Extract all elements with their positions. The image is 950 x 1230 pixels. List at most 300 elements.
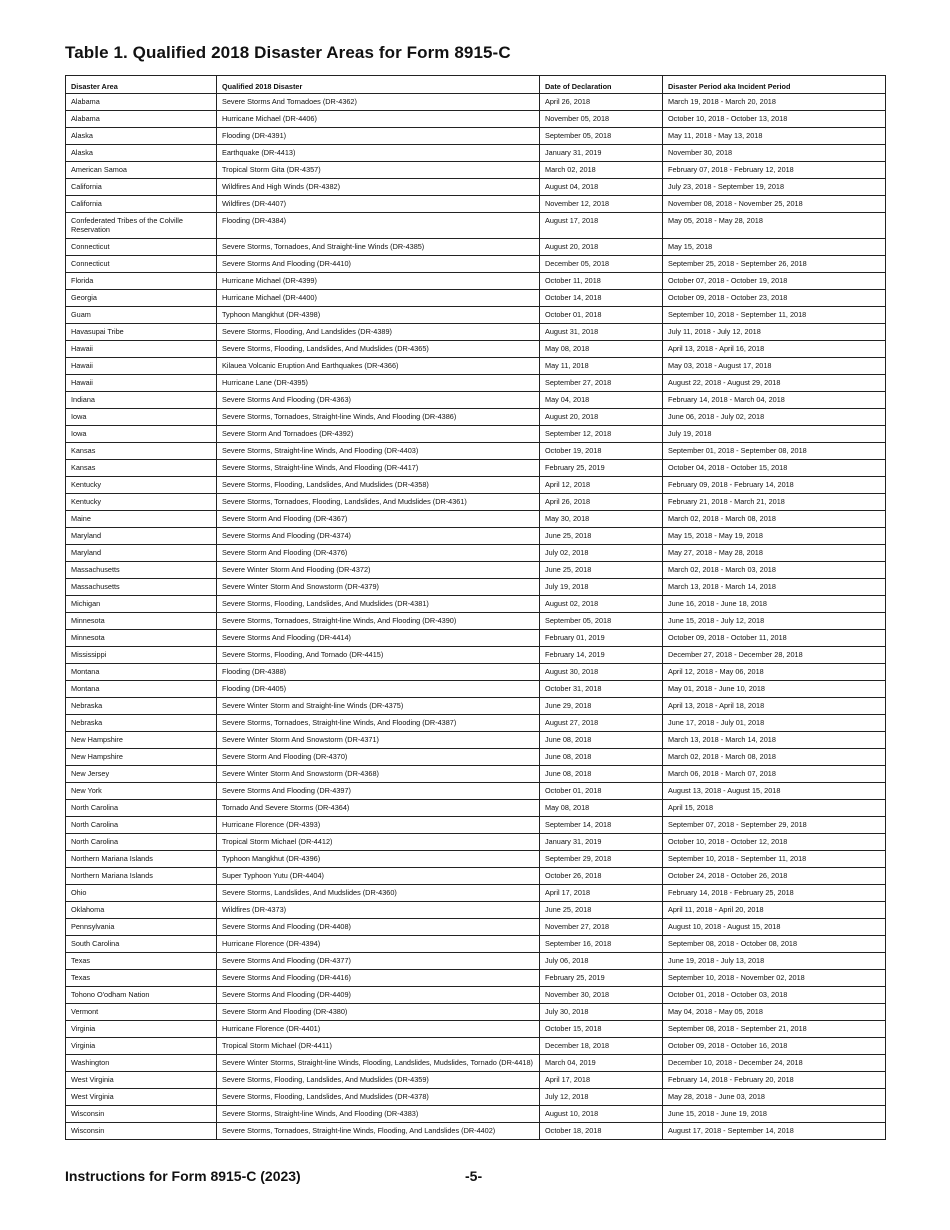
table-row (66, 273, 886, 290)
disaster-areas-table (65, 75, 886, 1140)
table-row (66, 647, 886, 664)
cell-qualified-disaster: Severe Storms, Tornadoes, Flooding, Landslides, And Mudslides (DR-4361) (217, 494, 540, 511)
cell-date-of-declaration: November 05, 2018 (540, 111, 663, 128)
cell-date-of-declaration: February 25, 2019 (540, 970, 663, 987)
cell-qualified-disaster: Severe Storms, Flooding, Landslides, And Mudslides (DR-4381) (217, 596, 540, 613)
cell-disaster-period: October 09, 2018 - October 16, 2018 (663, 1038, 886, 1055)
table-row (66, 562, 886, 579)
cell-date-of-declaration: December 05, 2018 (540, 256, 663, 273)
cell-disaster-period: March 13, 2018 - March 14, 2018 (663, 579, 886, 596)
cell-disaster-area: Washington (66, 1055, 217, 1072)
table-row (66, 1055, 886, 1072)
table-row (66, 460, 886, 477)
column-header-date-of-declaration: Date of Declaration (540, 76, 663, 94)
cell-disaster-area: Alaska (66, 145, 217, 162)
cell-disaster-area: New York (66, 783, 217, 800)
cell-qualified-disaster: Tropical Storm Michael (DR-4412) (217, 834, 540, 851)
cell-qualified-disaster: Flooding (DR-4405) (217, 681, 540, 698)
table-row (66, 902, 886, 919)
cell-disaster-period: June 15, 2018 - July 12, 2018 (663, 613, 886, 630)
cell-date-of-declaration: May 08, 2018 (540, 341, 663, 358)
table-row (66, 1106, 886, 1123)
cell-date-of-declaration: February 01, 2019 (540, 630, 663, 647)
cell-disaster-period: October 01, 2018 - October 03, 2018 (663, 987, 886, 1004)
cell-disaster-area: Havasupai Tribe (66, 324, 217, 341)
cell-qualified-disaster: Wildfires (DR-4407) (217, 196, 540, 213)
cell-disaster-period: September 10, 2018 - September 11, 2018 (663, 851, 886, 868)
table-row (66, 749, 886, 766)
cell-disaster-area: Hawaii (66, 375, 217, 392)
cell-qualified-disaster: Severe Storms, Tornadoes, Straight-line Winds, And Flooding (DR-4386) (217, 409, 540, 426)
table-row (66, 1123, 886, 1140)
table-row (66, 213, 886, 239)
cell-date-of-declaration: November 27, 2018 (540, 919, 663, 936)
cell-qualified-disaster: Severe Winter Storm And Snowstorm (DR-4371) (217, 732, 540, 749)
cell-qualified-disaster: Severe Storms, Flooding, And Landslides (DR-4389) (217, 324, 540, 341)
cell-date-of-declaration: August 20, 2018 (540, 409, 663, 426)
cell-qualified-disaster: Earthquake (DR-4413) (217, 145, 540, 162)
cell-qualified-disaster: Severe Storms And Flooding (DR-4397) (217, 783, 540, 800)
cell-qualified-disaster: Severe Winter Storm And Snowstorm (DR-4368) (217, 766, 540, 783)
cell-disaster-period: September 01, 2018 - September 08, 2018 (663, 443, 886, 460)
cell-disaster-period: July 23, 2018 - September 19, 2018 (663, 179, 886, 196)
cell-disaster-period: May 04, 2018 - May 05, 2018 (663, 1004, 886, 1021)
cell-disaster-area: Massachusetts (66, 579, 217, 596)
cell-disaster-area: Kentucky (66, 494, 217, 511)
cell-qualified-disaster: Severe Storms And Flooding (DR-4363) (217, 392, 540, 409)
cell-date-of-declaration: October 01, 2018 (540, 783, 663, 800)
cell-disaster-period: July 19, 2018 (663, 426, 886, 443)
cell-qualified-disaster: Severe Storms And Flooding (DR-4408) (217, 919, 540, 936)
cell-qualified-disaster: Hurricane Michael (DR-4399) (217, 273, 540, 290)
cell-disaster-area: Confederated Tribes of the Colville Reservation (66, 213, 217, 239)
cell-disaster-period: May 11, 2018 - May 13, 2018 (663, 128, 886, 145)
cell-date-of-declaration: September 14, 2018 (540, 817, 663, 834)
cell-disaster-period: March 02, 2018 - March 08, 2018 (663, 749, 886, 766)
cell-date-of-declaration: February 14, 2019 (540, 647, 663, 664)
cell-disaster-period: April 13, 2018 - April 16, 2018 (663, 341, 886, 358)
cell-qualified-disaster: Hurricane Florence (DR-4394) (217, 936, 540, 953)
table-row (66, 783, 886, 800)
cell-disaster-period: October 24, 2018 - October 26, 2018 (663, 868, 886, 885)
cell-disaster-period: June 15, 2018 - June 19, 2018 (663, 1106, 886, 1123)
cell-disaster-period: February 14, 2018 - February 20, 2018 (663, 1072, 886, 1089)
cell-disaster-area: Nebraska (66, 715, 217, 732)
cell-qualified-disaster: Severe Storms And Flooding (DR-4374) (217, 528, 540, 545)
cell-disaster-area: Virginia (66, 1038, 217, 1055)
cell-date-of-declaration: June 08, 2018 (540, 732, 663, 749)
cell-date-of-declaration: August 31, 2018 (540, 324, 663, 341)
cell-disaster-period: May 03, 2018 - August 17, 2018 (663, 358, 886, 375)
cell-disaster-period: December 27, 2018 - December 28, 2018 (663, 647, 886, 664)
cell-date-of-declaration: September 05, 2018 (540, 613, 663, 630)
cell-disaster-area: Pennsylvania (66, 919, 217, 936)
cell-qualified-disaster: Flooding (DR-4384) (217, 213, 540, 239)
cell-disaster-period: May 28, 2018 - June 03, 2018 (663, 1089, 886, 1106)
cell-date-of-declaration: June 08, 2018 (540, 766, 663, 783)
cell-qualified-disaster: Severe Storms And Flooding (DR-4416) (217, 970, 540, 987)
cell-disaster-area: North Carolina (66, 834, 217, 851)
cell-date-of-declaration: September 16, 2018 (540, 936, 663, 953)
cell-date-of-declaration: March 02, 2018 (540, 162, 663, 179)
cell-disaster-period: August 17, 2018 - September 14, 2018 (663, 1123, 886, 1140)
cell-disaster-area: Virginia (66, 1021, 217, 1038)
table-row (66, 953, 886, 970)
cell-disaster-period: March 02, 2018 - March 03, 2018 (663, 562, 886, 579)
table-row (66, 936, 886, 953)
cell-disaster-area: Nebraska (66, 698, 217, 715)
cell-disaster-period: October 07, 2018 - October 19, 2018 (663, 273, 886, 290)
cell-disaster-period: May 05, 2018 - May 28, 2018 (663, 213, 886, 239)
cell-date-of-declaration: May 08, 2018 (540, 800, 663, 817)
table-row (66, 851, 886, 868)
cell-disaster-period: March 19, 2018 - March 20, 2018 (663, 94, 886, 111)
cell-disaster-period: April 12, 2018 - May 06, 2018 (663, 664, 886, 681)
cell-disaster-period: August 13, 2018 - August 15, 2018 (663, 783, 886, 800)
cell-qualified-disaster: Flooding (DR-4391) (217, 128, 540, 145)
column-header-disaster-area: Disaster Area (66, 76, 217, 94)
cell-date-of-declaration: August 17, 2018 (540, 213, 663, 239)
cell-disaster-period: February 21, 2018 - March 21, 2018 (663, 494, 886, 511)
table-row (66, 732, 886, 749)
cell-qualified-disaster: Flooding (DR-4388) (217, 664, 540, 681)
table-row (66, 528, 886, 545)
cell-disaster-area: Alabama (66, 111, 217, 128)
table-row (66, 239, 886, 256)
cell-disaster-area: Hawaii (66, 358, 217, 375)
table-title: Table 1. Qualified 2018 Disaster Areas for Form 8915-C (65, 43, 511, 62)
cell-date-of-declaration: October 11, 2018 (540, 273, 663, 290)
cell-qualified-disaster: Severe Storms, Flooding, And Tornado (DR-4415) (217, 647, 540, 664)
cell-disaster-area: Maryland (66, 528, 217, 545)
cell-qualified-disaster: Tornado And Severe Storms (DR-4364) (217, 800, 540, 817)
cell-disaster-period: June 17, 2018 - July 01, 2018 (663, 715, 886, 732)
cell-disaster-period: April 11, 2018 - April 20, 2018 (663, 902, 886, 919)
table-row (66, 681, 886, 698)
cell-disaster-area: Wisconsin (66, 1123, 217, 1140)
cell-qualified-disaster: Severe Storms And Flooding (DR-4377) (217, 953, 540, 970)
cell-disaster-period: February 09, 2018 - February 14, 2018 (663, 477, 886, 494)
cell-date-of-declaration: May 30, 2018 (540, 511, 663, 528)
cell-disaster-period: September 25, 2018 - September 26, 2018 (663, 256, 886, 273)
cell-date-of-declaration: April 26, 2018 (540, 94, 663, 111)
cell-date-of-declaration: July 30, 2018 (540, 1004, 663, 1021)
cell-date-of-declaration: July 06, 2018 (540, 953, 663, 970)
table-row (66, 596, 886, 613)
cell-disaster-area: Connecticut (66, 239, 217, 256)
cell-date-of-declaration: August 04, 2018 (540, 179, 663, 196)
cell-qualified-disaster: Severe Winter Storm And Flooding (DR-4372) (217, 562, 540, 579)
cell-disaster-area: Wisconsin (66, 1106, 217, 1123)
cell-qualified-disaster: Severe Winter Storm And Snowstorm (DR-4379) (217, 579, 540, 596)
cell-disaster-area: Minnesota (66, 613, 217, 630)
footer-form-name: Instructions for Form 8915-C (2023) (65, 1168, 301, 1184)
cell-qualified-disaster: Severe Storms, Landslides, And Mudslides (DR-4360) (217, 885, 540, 902)
cell-disaster-area: Hawaii (66, 341, 217, 358)
table-row (66, 1089, 886, 1106)
table-row (66, 409, 886, 426)
table-row (66, 868, 886, 885)
cell-date-of-declaration: August 20, 2018 (540, 239, 663, 256)
cell-disaster-period: September 07, 2018 - September 29, 2018 (663, 817, 886, 834)
cell-disaster-period: October 09, 2018 - October 11, 2018 (663, 630, 886, 647)
table-row (66, 664, 886, 681)
cell-date-of-declaration: June 25, 2018 (540, 902, 663, 919)
cell-disaster-area: New Hampshire (66, 732, 217, 749)
cell-qualified-disaster: Severe Storms, Flooding, Landslides, And Mudslides (DR-4359) (217, 1072, 540, 1089)
cell-disaster-area: Alabama (66, 94, 217, 111)
cell-disaster-area: Indiana (66, 392, 217, 409)
cell-qualified-disaster: Severe Storm And Flooding (DR-4367) (217, 511, 540, 528)
cell-date-of-declaration: October 01, 2018 (540, 307, 663, 324)
cell-date-of-declaration: April 17, 2018 (540, 885, 663, 902)
cell-disaster-area: Kansas (66, 460, 217, 477)
table-row (66, 698, 886, 715)
cell-date-of-declaration: October 31, 2018 (540, 681, 663, 698)
cell-disaster-area: Northern Mariana Islands (66, 851, 217, 868)
cell-date-of-declaration: January 31, 2019 (540, 834, 663, 851)
cell-disaster-area: Michigan (66, 596, 217, 613)
table-row (66, 919, 886, 936)
table-row (66, 494, 886, 511)
cell-disaster-period: February 14, 2018 - March 04, 2018 (663, 392, 886, 409)
cell-qualified-disaster: Hurricane Florence (DR-4393) (217, 817, 540, 834)
cell-disaster-period: May 27, 2018 - May 28, 2018 (663, 545, 886, 562)
table-row (66, 111, 886, 128)
table-row (66, 715, 886, 732)
cell-disaster-period: November 08, 2018 - November 25, 2018 (663, 196, 886, 213)
cell-disaster-area: Kansas (66, 443, 217, 460)
cell-qualified-disaster: Typhoon Mangkhut (DR-4398) (217, 307, 540, 324)
table-row (66, 145, 886, 162)
table-row (66, 392, 886, 409)
cell-date-of-declaration: November 12, 2018 (540, 196, 663, 213)
cell-disaster-area: New Jersey (66, 766, 217, 783)
table-row (66, 613, 886, 630)
table-row (66, 162, 886, 179)
cell-disaster-period: October 09, 2018 - October 23, 2018 (663, 290, 886, 307)
cell-qualified-disaster: Severe Storms, Tornadoes, Straight-line Winds, And Flooding (DR-4390) (217, 613, 540, 630)
cell-disaster-period: October 10, 2018 - October 12, 2018 (663, 834, 886, 851)
cell-disaster-area: West Virginia (66, 1089, 217, 1106)
cell-qualified-disaster: Severe Storms And Flooding (DR-4414) (217, 630, 540, 647)
cell-qualified-disaster: Hurricane Michael (DR-4406) (217, 111, 540, 128)
cell-date-of-declaration: June 29, 2018 (540, 698, 663, 715)
table-row (66, 375, 886, 392)
cell-disaster-period: August 10, 2018 - August 15, 2018 (663, 919, 886, 936)
table-row (66, 290, 886, 307)
cell-disaster-area: Montana (66, 681, 217, 698)
cell-date-of-declaration: May 04, 2018 (540, 392, 663, 409)
table-row (66, 426, 886, 443)
cell-date-of-declaration: January 31, 2019 (540, 145, 663, 162)
cell-disaster-area: Maine (66, 511, 217, 528)
cell-qualified-disaster: Hurricane Florence (DR-4401) (217, 1021, 540, 1038)
table-row (66, 358, 886, 375)
cell-qualified-disaster: Severe Storms, Flooding, Landslides, And Mudslides (DR-4365) (217, 341, 540, 358)
table-row (66, 511, 886, 528)
cell-date-of-declaration: April 12, 2018 (540, 477, 663, 494)
cell-date-of-declaration: September 12, 2018 (540, 426, 663, 443)
table-row (66, 800, 886, 817)
cell-disaster-period: October 10, 2018 - October 13, 2018 (663, 111, 886, 128)
cell-qualified-disaster: Severe Winter Storm and Straight-line Winds (DR-4375) (217, 698, 540, 715)
cell-disaster-period: September 10, 2018 - November 02, 2018 (663, 970, 886, 987)
cell-disaster-period: March 06, 2018 - March 07, 2018 (663, 766, 886, 783)
table-row (66, 324, 886, 341)
table-row (66, 1004, 886, 1021)
cell-qualified-disaster: Severe Storm And Flooding (DR-4376) (217, 545, 540, 562)
cell-disaster-period: November 30, 2018 (663, 145, 886, 162)
cell-disaster-area: Vermont (66, 1004, 217, 1021)
cell-qualified-disaster: Severe Storms And Tornadoes (DR-4362) (217, 94, 540, 111)
cell-disaster-area: New Hampshire (66, 749, 217, 766)
cell-date-of-declaration: July 19, 2018 (540, 579, 663, 596)
cell-disaster-area: North Carolina (66, 817, 217, 834)
cell-date-of-declaration: March 04, 2019 (540, 1055, 663, 1072)
table-row (66, 179, 886, 196)
cell-disaster-area: Kentucky (66, 477, 217, 494)
table-row (66, 341, 886, 358)
table-row (66, 256, 886, 273)
cell-date-of-declaration: October 26, 2018 (540, 868, 663, 885)
table-row (66, 196, 886, 213)
cell-disaster-area: North Carolina (66, 800, 217, 817)
table-row (66, 1038, 886, 1055)
cell-qualified-disaster: Tropical Storm Gita (DR-4357) (217, 162, 540, 179)
cell-disaster-period: June 06, 2018 - July 02, 2018 (663, 409, 886, 426)
cell-date-of-declaration: June 25, 2018 (540, 528, 663, 545)
cell-disaster-area: Mississippi (66, 647, 217, 664)
table-row (66, 834, 886, 851)
cell-disaster-area: West Virginia (66, 1072, 217, 1089)
table-row (66, 1021, 886, 1038)
cell-disaster-area: Ohio (66, 885, 217, 902)
cell-qualified-disaster: Wildfires (DR-4373) (217, 902, 540, 919)
cell-date-of-declaration: July 12, 2018 (540, 1089, 663, 1106)
cell-qualified-disaster: Severe Storm And Flooding (DR-4370) (217, 749, 540, 766)
cell-disaster-area: Florida (66, 273, 217, 290)
table-row (66, 477, 886, 494)
table-body (66, 94, 886, 1140)
cell-disaster-period: April 15, 2018 (663, 800, 886, 817)
cell-qualified-disaster: Severe Storms, Straight-line Winds, And Flooding (DR-4383) (217, 1106, 540, 1123)
cell-date-of-declaration: June 25, 2018 (540, 562, 663, 579)
cell-qualified-disaster: Severe Storms, Flooding, Landslides, And Mudslides (DR-4358) (217, 477, 540, 494)
cell-date-of-declaration: October 18, 2018 (540, 1123, 663, 1140)
cell-disaster-period: April 13, 2018 - April 18, 2018 (663, 698, 886, 715)
cell-disaster-period: October 04, 2018 - October 15, 2018 (663, 460, 886, 477)
cell-disaster-area: Massachusetts (66, 562, 217, 579)
cell-date-of-declaration: September 27, 2018 (540, 375, 663, 392)
cell-date-of-declaration: August 10, 2018 (540, 1106, 663, 1123)
cell-disaster-period: February 07, 2018 - February 12, 2018 (663, 162, 886, 179)
cell-qualified-disaster: Severe Storm And Tornadoes (DR-4392) (217, 426, 540, 443)
cell-qualified-disaster: Severe Storms, Tornadoes, Straight-line Winds, And Flooding (DR-4387) (217, 715, 540, 732)
table-row (66, 545, 886, 562)
cell-date-of-declaration: October 15, 2018 (540, 1021, 663, 1038)
cell-date-of-declaration: September 05, 2018 (540, 128, 663, 145)
cell-date-of-declaration: June 08, 2018 (540, 749, 663, 766)
table-row (66, 817, 886, 834)
cell-date-of-declaration: November 30, 2018 (540, 987, 663, 1004)
cell-qualified-disaster: Wildfires And High Winds (DR-4382) (217, 179, 540, 196)
page-number: -5- (465, 1168, 483, 1184)
cell-qualified-disaster: Severe Storms, Straight-line Winds, And Flooding (DR-4417) (217, 460, 540, 477)
cell-qualified-disaster: Severe Storms And Flooding (DR-4409) (217, 987, 540, 1004)
table-row (66, 443, 886, 460)
cell-disaster-area: California (66, 196, 217, 213)
cell-disaster-area: Tohono O'odham Nation (66, 987, 217, 1004)
cell-disaster-period: May 15, 2018 (663, 239, 886, 256)
cell-qualified-disaster: Kilauea Volcanic Eruption And Earthquakes (DR-4366) (217, 358, 540, 375)
cell-disaster-area: Maryland (66, 545, 217, 562)
cell-disaster-area: American Samoa (66, 162, 217, 179)
cell-qualified-disaster: Severe Storms, Flooding, Landslides, And Mudslides (DR-4378) (217, 1089, 540, 1106)
cell-disaster-area: Iowa (66, 409, 217, 426)
table-row (66, 579, 886, 596)
cell-disaster-area: Northern Mariana Islands (66, 868, 217, 885)
cell-qualified-disaster: Severe Storm And Flooding (DR-4380) (217, 1004, 540, 1021)
cell-disaster-period: June 19, 2018 - July 13, 2018 (663, 953, 886, 970)
cell-qualified-disaster: Super Typhoon Yutu (DR-4404) (217, 868, 540, 885)
cell-disaster-period: March 02, 2018 - March 08, 2018 (663, 511, 886, 528)
cell-qualified-disaster: Severe Storms, Straight-line Winds, And Flooding (DR-4403) (217, 443, 540, 460)
cell-disaster-area: Texas (66, 953, 217, 970)
cell-date-of-declaration: August 27, 2018 (540, 715, 663, 732)
cell-qualified-disaster: Severe Storms And Flooding (DR-4410) (217, 256, 540, 273)
cell-disaster-period: February 14, 2018 - February 25, 2018 (663, 885, 886, 902)
table-row (66, 766, 886, 783)
cell-disaster-area: Montana (66, 664, 217, 681)
table-row (66, 987, 886, 1004)
cell-disaster-area: California (66, 179, 217, 196)
cell-disaster-area: Alaska (66, 128, 217, 145)
cell-disaster-period: May 01, 2018 - June 10, 2018 (663, 681, 886, 698)
cell-date-of-declaration: October 19, 2018 (540, 443, 663, 460)
cell-disaster-area: Georgia (66, 290, 217, 307)
cell-qualified-disaster: Severe Winter Storms, Straight-line Winds, Flooding, Landslides, Mudslides, Tornado (DR-4418) (217, 1055, 540, 1072)
table-row (66, 1072, 886, 1089)
table-row (66, 885, 886, 902)
cell-date-of-declaration: August 02, 2018 (540, 596, 663, 613)
cell-date-of-declaration: February 25, 2019 (540, 460, 663, 477)
cell-date-of-declaration: May 11, 2018 (540, 358, 663, 375)
cell-date-of-declaration: September 29, 2018 (540, 851, 663, 868)
cell-qualified-disaster: Hurricane Lane (DR-4395) (217, 375, 540, 392)
cell-disaster-area: Iowa (66, 426, 217, 443)
table-row (66, 630, 886, 647)
cell-disaster-area: Minnesota (66, 630, 217, 647)
cell-date-of-declaration: August 30, 2018 (540, 664, 663, 681)
cell-disaster-period: September 08, 2018 - September 21, 2018 (663, 1021, 886, 1038)
cell-date-of-declaration: July 02, 2018 (540, 545, 663, 562)
column-header-disaster-period: Disaster Period aka Incident Period (663, 76, 886, 94)
cell-disaster-period: March 13, 2018 - March 14, 2018 (663, 732, 886, 749)
table-header-row (66, 76, 886, 94)
cell-disaster-area: Texas (66, 970, 217, 987)
cell-qualified-disaster: Severe Storms, Tornadoes, Straight-line Winds, Flooding, And Landslides (DR-4402) (217, 1123, 540, 1140)
cell-disaster-period: May 15, 2018 - May 19, 2018 (663, 528, 886, 545)
cell-disaster-period: December 10, 2018 - December 24, 2018 (663, 1055, 886, 1072)
cell-disaster-period: September 10, 2018 - September 11, 2018 (663, 307, 886, 324)
table-row (66, 307, 886, 324)
cell-disaster-area: Oklahoma (66, 902, 217, 919)
cell-disaster-area: Connecticut (66, 256, 217, 273)
table-row (66, 94, 886, 111)
cell-disaster-area: South Carolina (66, 936, 217, 953)
table-row (66, 128, 886, 145)
